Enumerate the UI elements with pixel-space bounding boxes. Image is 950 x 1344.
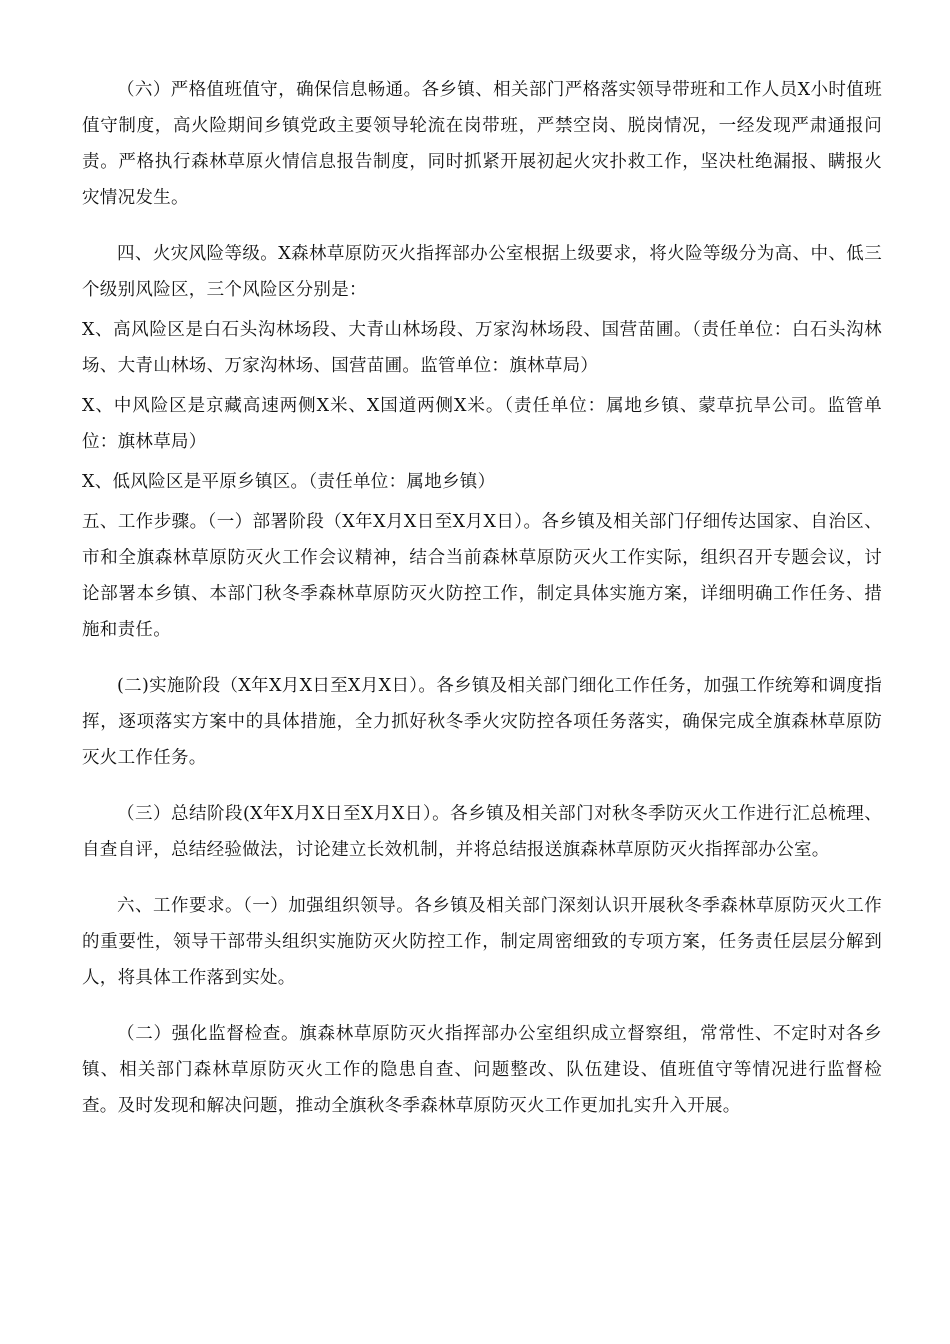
- document-page: [82, 72, 882, 1124]
- paragraph-implementation-stage: (二)实施阶段（X年X月X日至X月X日）。各乡镇及相关部门细化工作任务，加强工作统筹和调度指挥，逐项落实方案中的具体措施，全力抓好秋冬季火灾防控各项任务落实，确保完成全旗森林草原防灭火工作任务。: [82, 676, 882, 768]
- paragraph-summary-stage: （三）总结阶段(X年X月X日至X月X日）。各乡镇及相关部门对秋冬季防灭火工作进行汇总梳理、自查自评，总结经验做法，讨论建立长效机制，并将总结报送旗森林草原防灭火指挥部办公室。: [82, 804, 882, 860]
- paragraph-supervision-inspection: （二）强化监督检查。旗森林草原防灭火指挥部办公室组织成立督察组，常常性、不定时对各乡镇、相关部门森林草原防灭火工作的隐患自查、问题整改、队伍建设、值班值守等情况进行监督检查。及时发现和解决问题，推动全旗秋冬季森林草原防灭火工作更加扎实升入开展。: [82, 1024, 882, 1116]
- paragraph-high-risk-zone: X、高风险区是白石头沟林场段、大青山林场段、万家沟林场段、国营苗圃。（责任单位：白石头沟林场、大青山林场、万家沟林场、国营苗圃。监管单位：旗林草局）: [82, 320, 882, 376]
- paragraph-work-steps-deploy: 五、工作步骤。（一）部署阶段（X年X月X日至X月X日）。各乡镇及相关部门仔细传达国家、自治区、市和全旗森林草原防灭火工作会议精神，结合当前森林草原防灭火工作实际，组织召开专题会议，讨论部署本乡镇、本部门秋冬季森林草原防灭火防控工作，制定具体实施方案，详细明确工作任务、措施和责任。: [82, 512, 882, 640]
- paragraph-low-risk-zone: X、低风险区是平原乡镇区。（责任单位：属地乡镇）: [82, 472, 496, 492]
- paragraph-duty-shift: （六）严格值班值守，确保信息畅通。各乡镇、相关部门严格落实领导带班和工作人员X小时值班值守制度，高火险期间乡镇党政主要领导轮流在岗带班，严禁空岗、脱岗情况，一经发现严肃通报问责。严格执行森林草原火情信息报告制度，同时抓紧开展初起火灾扑救工作，坚决杜绝漏报、瞒报火灾情况发生。: [82, 80, 882, 208]
- paragraph-fire-risk-level: 四、火灾风险等级。X森林草原防灭火指挥部办公室根据上级要求，将火险等级分为高、中、低三个级别风险区，三个风险区分别是：: [82, 244, 882, 300]
- paragraph-work-requirements: 六、工作要求。（一）加强组织领导。各乡镇及相关部门深刻认识开展秋冬季森林草原防灭火工作的重要性，领导干部带头组织实施防灭火防控工作，制定周密细致的专项方案，任务责任层层分解到人，将具体工作落到实处。: [82, 896, 882, 988]
- paragraph-medium-risk-zone: X、中风险区是京藏高速两侧X米、X国道两侧X米。（责任单位：属地乡镇、蒙草抗旱公司。监管单位：旗林草局）: [82, 396, 882, 452]
